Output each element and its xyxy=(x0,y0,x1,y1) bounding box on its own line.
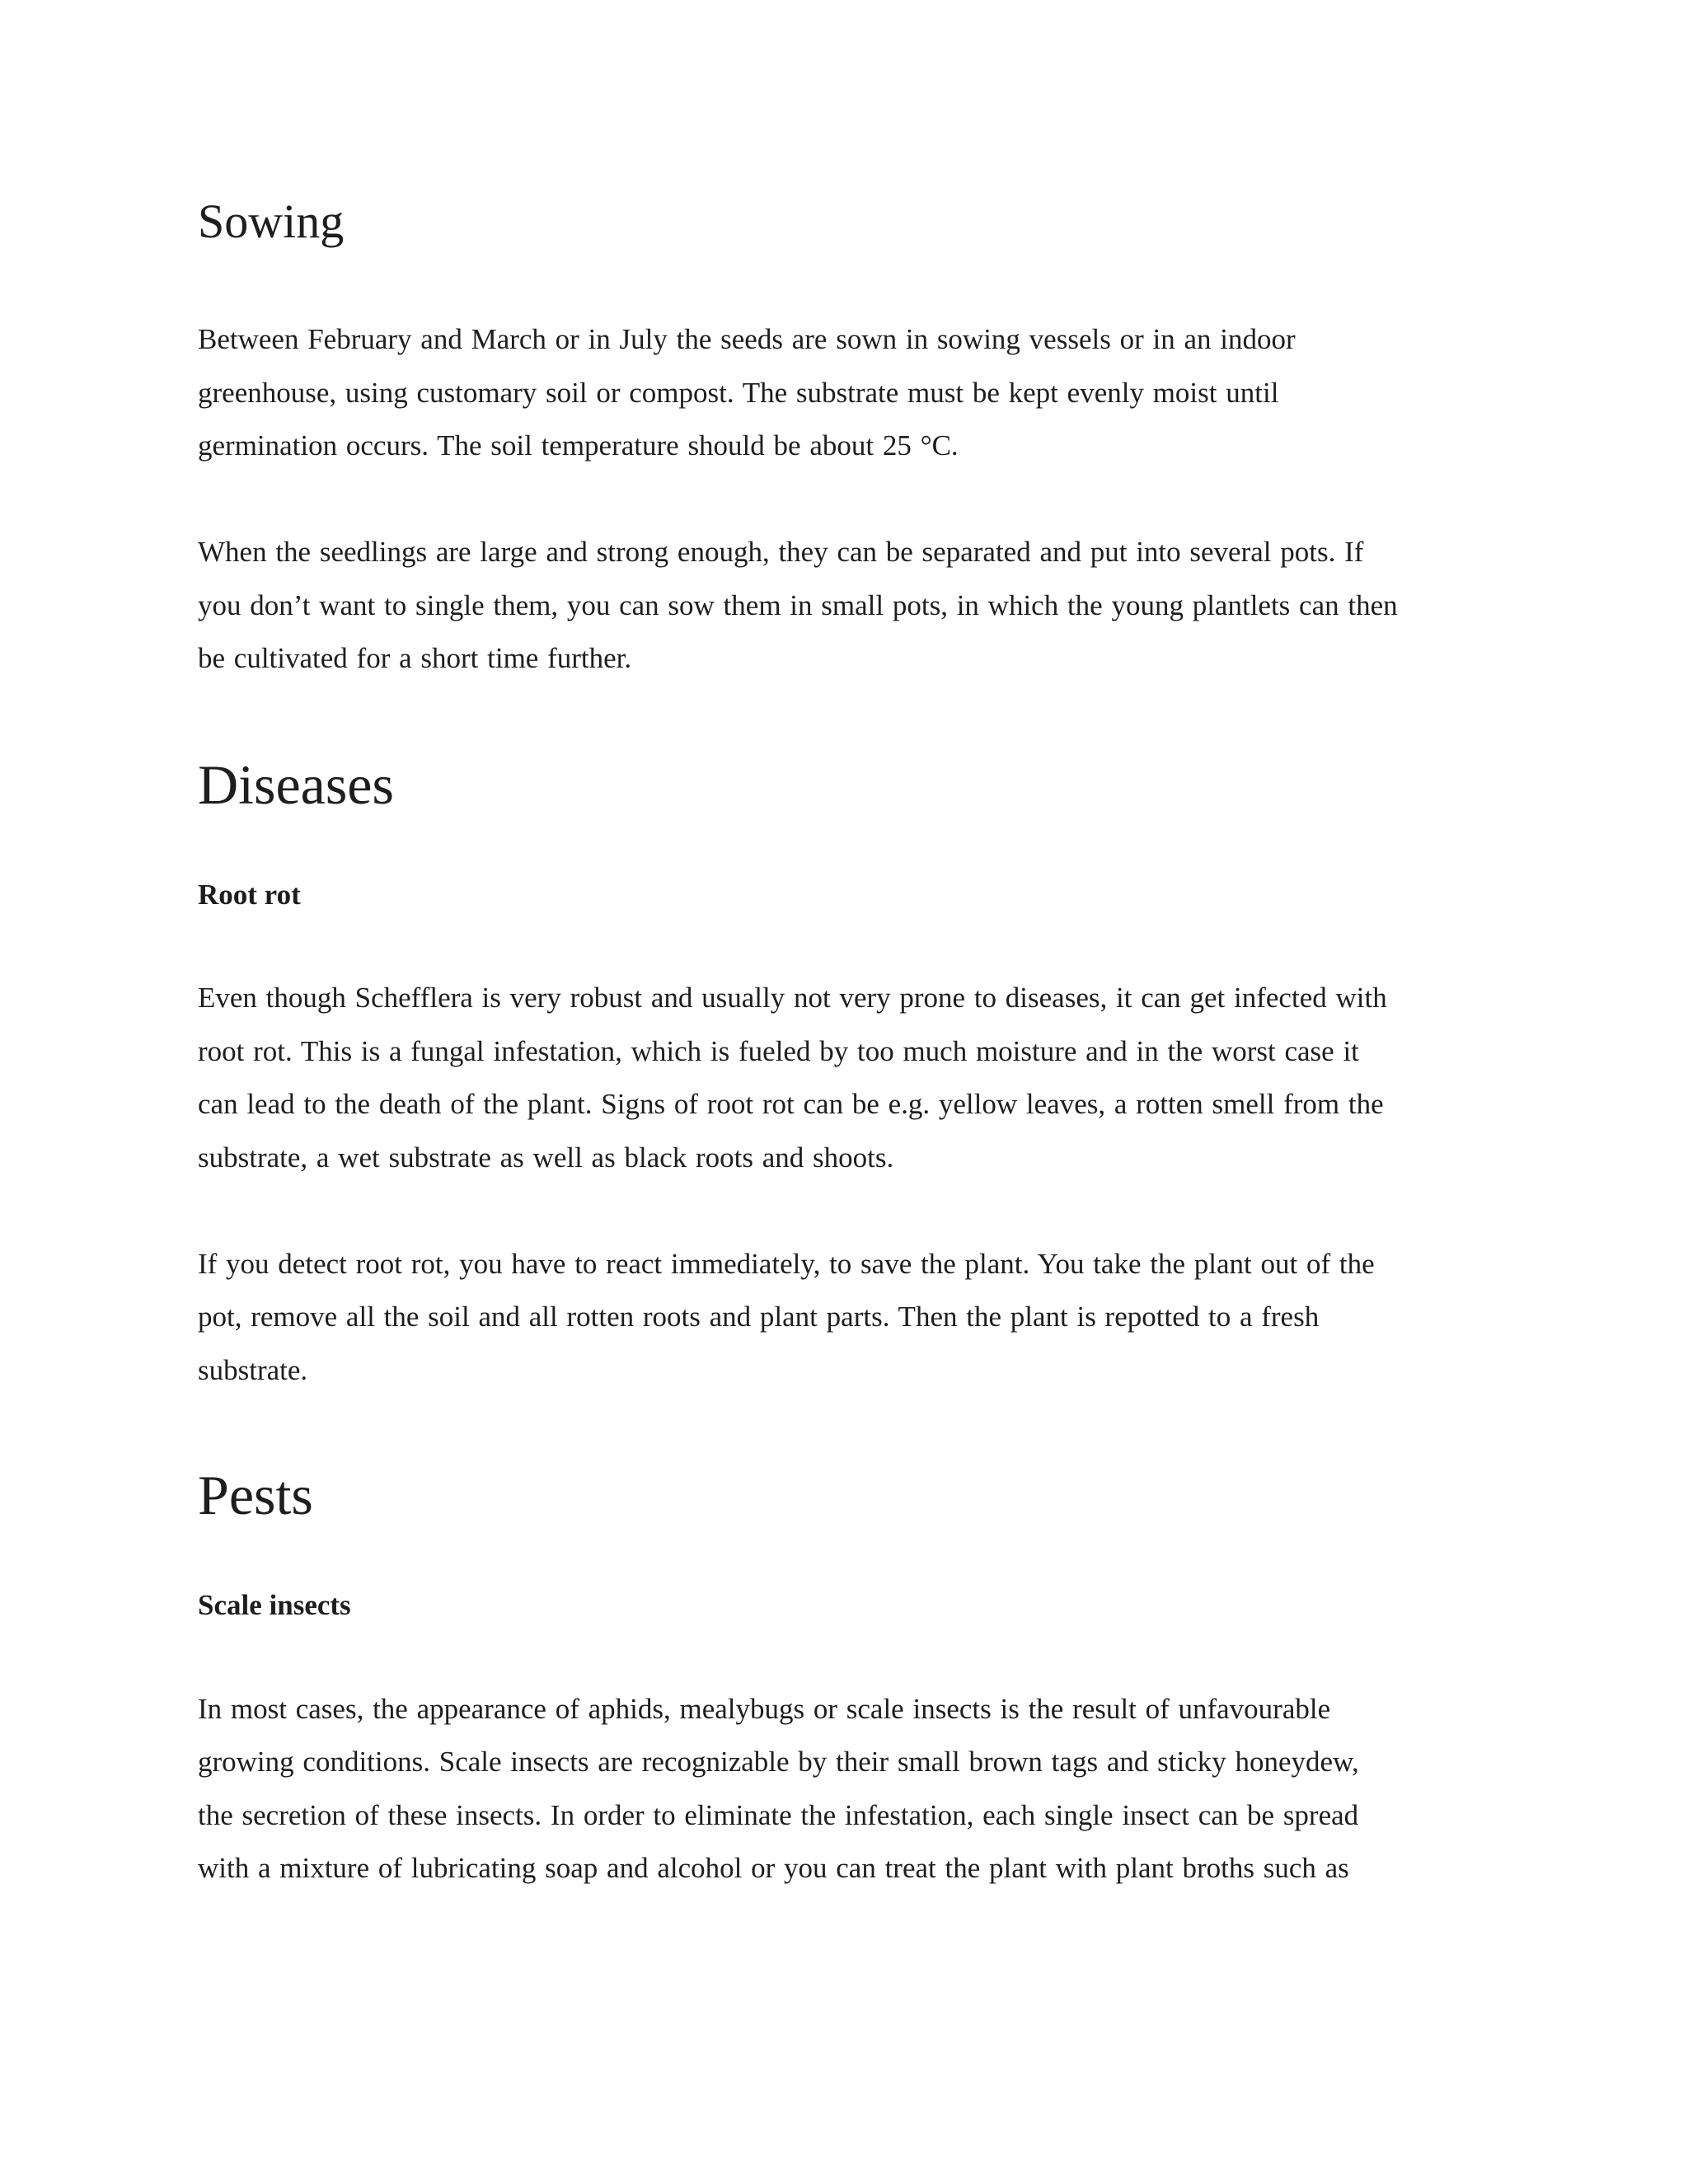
sowing-p2-line-2: you don’t want to single them, you can sow them in small pots, in which the young plantlets can then xyxy=(198,589,1398,621)
heading-sowing: Sowing xyxy=(198,194,345,248)
pests-p1-line-1: In most cases, the appearance of aphids, mealybugs or scale insects is the result of unfavourable xyxy=(198,1693,1331,1725)
subheading-scale-insects: Scale insects xyxy=(198,1589,351,1621)
heading-pests: Pests xyxy=(198,1464,313,1526)
pests-p1-line-4: with a mixture of lubricating soap and alcohol or you can treat the plant with plant broths such as xyxy=(198,1852,1349,1884)
sowing-p1-line-2: greenhouse, using customary soil or compost. The substrate must be kept evenly moist until xyxy=(198,377,1279,409)
subheading-root-rot: Root rot xyxy=(198,879,301,911)
pests-p1-line-2: growing conditions. Scale insects are recognizable by their small brown tags and sticky honeydew, xyxy=(198,1746,1359,1778)
sowing-p1-line-3: germination occurs. The soil temperature should be about 25 °C. xyxy=(198,429,959,462)
diseases-p2-line-2: pot, remove all the soil and all rotten roots and plant parts. Then the plant is repotted to a fresh xyxy=(198,1301,1320,1333)
sowing-p2-line-3: be cultivated for a short time further. xyxy=(198,642,632,674)
diseases-p1-line-3: can lead to the death of the plant. Signs of root rot can be e.g. yellow leaves, a rotten smell from the xyxy=(198,1088,1384,1120)
sowing-p2-line-1: When the seedlings are large and strong enough, they can be separated and put into several pots. If xyxy=(198,536,1364,568)
diseases-p1-line-1: Even though Schefflera is very robust and usually not very prone to diseases, it can get infected with xyxy=(198,982,1387,1014)
pests-p1-line-3: the secretion of these insects. In order to eliminate the infestation, each single insect can be spread xyxy=(198,1799,1359,1831)
diseases-p1-line-4: substrate, a wet substrate as well as black roots and shoots. xyxy=(198,1141,894,1174)
diseases-p1-line-2: root rot. This is a fungal infestation, which is fueled by too much moisture and in the worst case it xyxy=(198,1035,1359,1067)
diseases-p2-line-1: If you detect root rot, you have to react immediately, to save the plant. You take the plant out of the xyxy=(198,1248,1375,1280)
sowing-p1-line-1: Between February and March or in July the seeds are sown in sowing vessels or in an indoor xyxy=(198,323,1296,355)
heading-diseases: Diseases xyxy=(198,753,394,816)
diseases-p2-line-3: substrate. xyxy=(198,1354,308,1386)
